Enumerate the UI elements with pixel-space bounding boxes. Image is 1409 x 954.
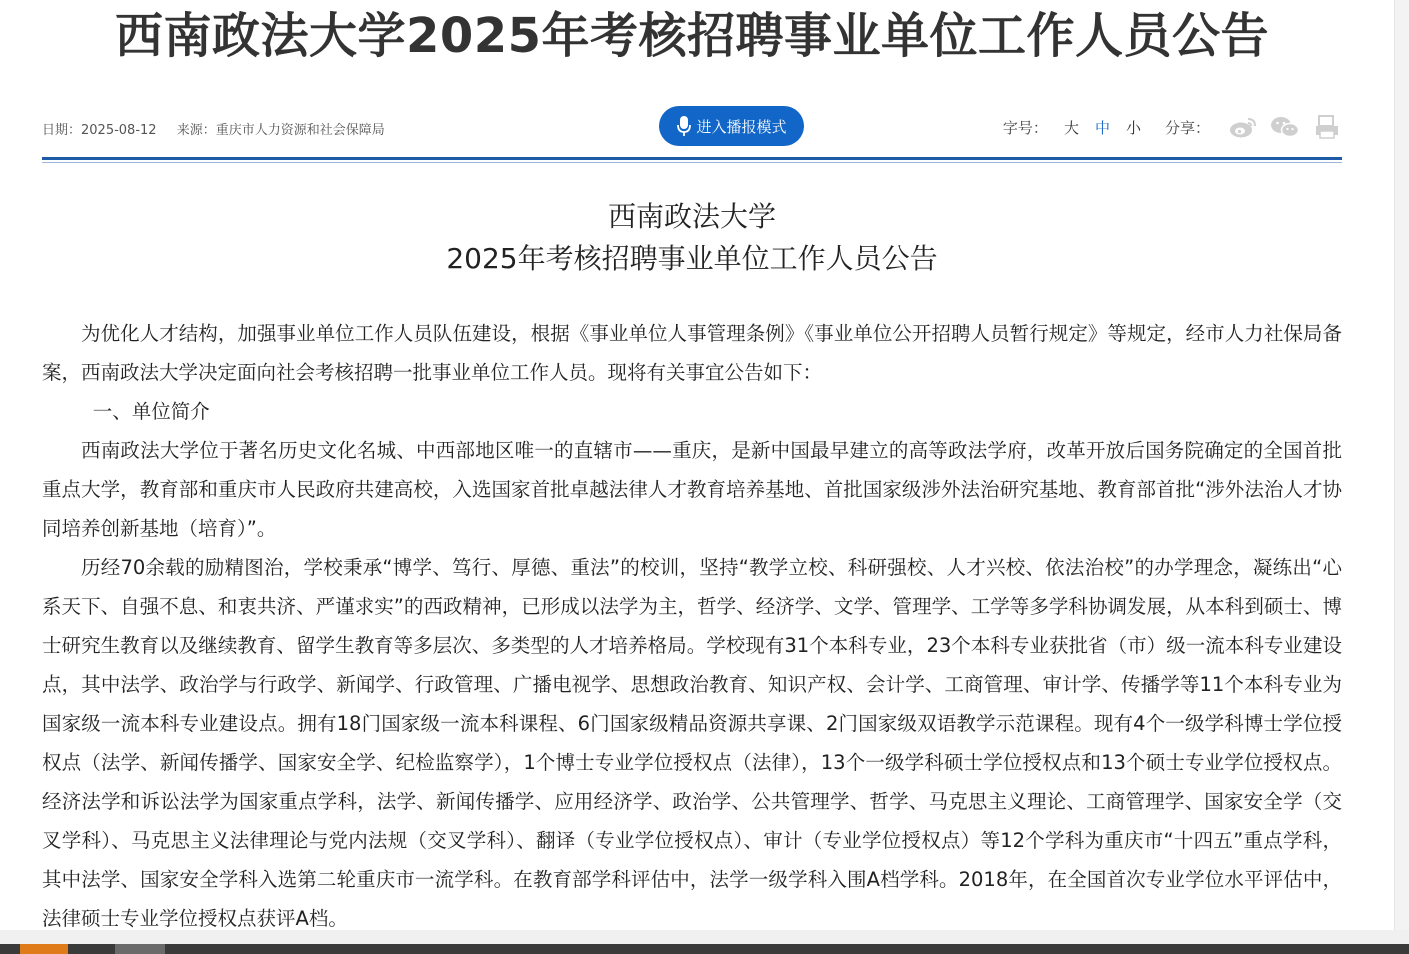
print-icon[interactable] [1312, 114, 1342, 140]
microphone-icon [676, 115, 692, 137]
paragraph-profile: 西南政法大学位于著名历史文化名城、中西部地区唯一的直辖市——重庆，是新中国最早建立的高等政法学府，改革开放后国务院确定的全国首批重点大学，教育部和重庆市人民政府共建高校，入选国家首批卓越法律人才教育培养基地、首批国家级涉外法治研究基地、教育部首批“涉外法治人才协同培养创新基地（培育）”。 [42, 439, 1342, 540]
bottom-bar [0, 944, 1409, 954]
paragraph-intro: 为优化人才结构，加强事业单位工作人员队伍建设，根据《事业单位人事管理条例》《事业单位公开招聘人员暂行规定》等规定，经市人力社保局备案，西南政法大学决定面向社会考核招聘一批事业单位工作人员。现将有关事宜公告如下： [42, 322, 1342, 384]
meta-info [42, 119, 401, 138]
wechat-icon[interactable] [1270, 114, 1300, 140]
broadcast-mode-button[interactable] [659, 106, 804, 146]
document-body [42, 314, 1342, 938]
section-heading: 一、单位简介 [92, 400, 210, 423]
publish-date: 日期：2025-08-12 [42, 123, 157, 138]
toolbar-right [1003, 114, 1342, 140]
header-divider [42, 157, 1342, 160]
bottom-tab [115, 944, 165, 954]
share-label: 分享： [1164, 118, 1210, 137]
broadcast-mode-label: 进入播报模式 [696, 117, 787, 136]
paragraph-history: 历经70余载的励精图治，学校秉承“博学、笃行、厚德、重法”的校训，坚持“教学立校、科研强校、人才兴校、依法治校”的办学理念，凝练出“心系天下、自强不息、和衷共济、严谨求实”的西政精神，已形成以法学为主，哲学、经济学、文学、管理学、工学等多学科协调发展，从本科到硕士、博士研究生教育以及继续教育、留学生教育等多层次、多类型的人才培养格局。学校现有31个本科专业，23个本科专业获批省（市）级一流本科专业建设点，其中法学、政治学与行政学、新闻学、行政管理、广播电视学、思想政治教育、知识产权、会计学、工商管理、审计学、传播学等11个本科专业为国家级一流本科专业建设点。拥有18门国家级一流本科课程、6门国家级精品资源共享课、2门国家级双语教学示范课程。现有4个一级学科博士学位授权点（法学、新闻传播学、国家安全学、纪检监察学），1个博士专业学位授权点（法律），13个一级学科硕士学位授权点和13个硕士专业学位授权点。经济法学和诉讼法学为国家重点学科，法学、新闻传播学、应用经济学、政治学、公共管理学、哲学、马克思主义理论、工商管理学、国家安全学（交叉学科）、马克思主义法律理论与党内法规（交叉学科）、翻译（专业学位授权点）、审计（专业学位授权点）等12个学科为重庆市“十四五”重点学科，其中法学、国家安全学科入选第二轮重庆市一流学科。在教育部学科评估中，法学一级学科入围A档学科。2018年，在全国首次专业学位水平评估中，法律硕士专业学位授权点获评A档。 [42, 556, 1342, 930]
font-size-small[interactable]: 小 [1125, 118, 1141, 137]
weibo-icon[interactable] [1228, 114, 1258, 140]
font-size-medium[interactable]: 中 [1094, 118, 1110, 137]
font-size-label: 字号： [1002, 118, 1048, 137]
header-divider-thin [42, 162, 1342, 163]
meta-bar [42, 100, 1342, 152]
scrollbar[interactable] [1394, 0, 1409, 930]
document-title-line1: 西南政法大学 [607, 200, 776, 233]
bottom-accent [20, 944, 68, 954]
source: 来源：重庆市人力资源和社会保障局 [176, 123, 385, 138]
document-title [0, 196, 1384, 280]
font-size-large[interactable]: 大 [1063, 118, 1079, 137]
page-title: 西南政法大学2025年考核招聘事业单位工作人员公告 [114, 8, 1270, 64]
document-title-line2: 2025年考核招聘事业单位工作人员公告 [446, 242, 938, 275]
